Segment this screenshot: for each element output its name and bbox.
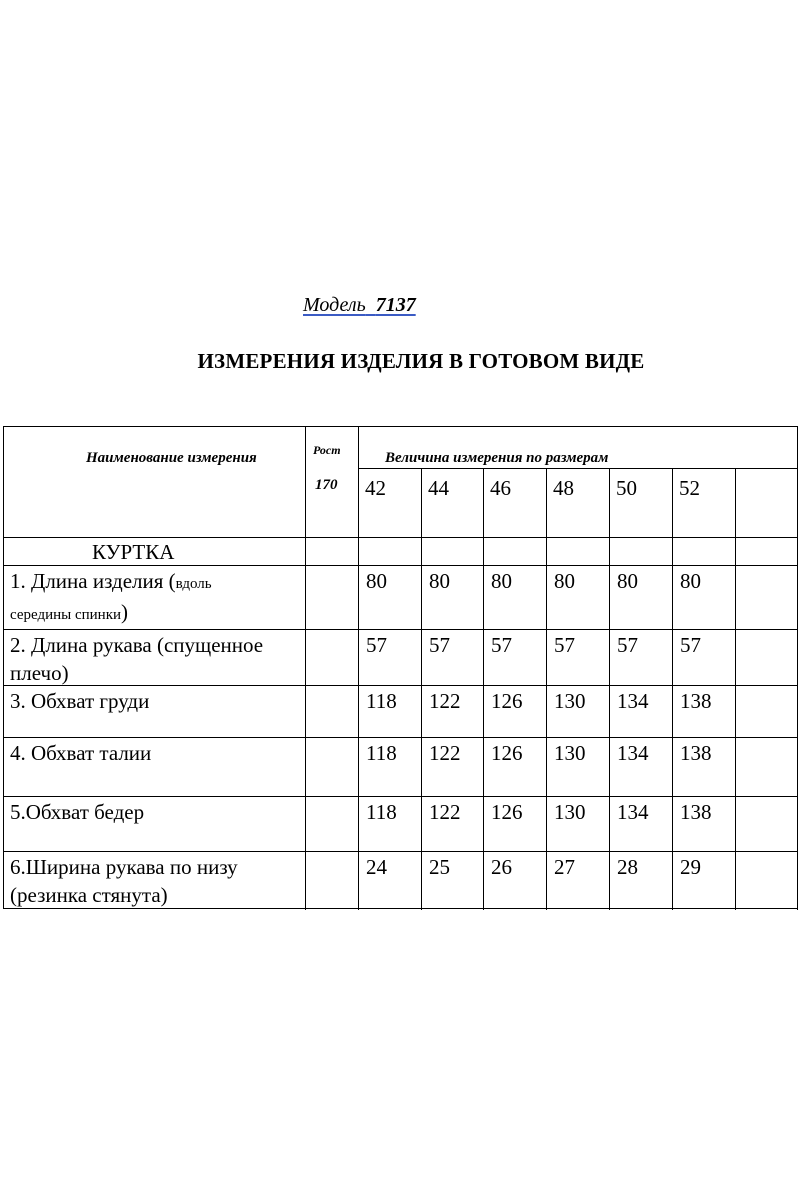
size-header-cell: 44 — [428, 476, 449, 500]
table-cell-value: 25 — [429, 855, 450, 879]
row-label — [10, 687, 149, 715]
table-cell-value: 24 — [366, 855, 387, 879]
row-label-line1: 2. Длина рукава (спущенное — [10, 633, 264, 657]
table-cell-value: 80 — [617, 569, 638, 593]
table-rule — [483, 468, 484, 910]
table-rule — [305, 426, 306, 910]
row-label — [10, 853, 238, 909]
row-label — [10, 739, 151, 767]
size-header-cell: 50 — [616, 476, 637, 500]
table-cell-value: 27 — [554, 855, 575, 879]
table-rule — [421, 468, 422, 910]
table-cell-value: 138 — [680, 741, 712, 765]
table-rule — [609, 468, 610, 910]
table-cell-value: 118 — [366, 689, 397, 713]
row-label — [10, 631, 263, 687]
table-cell-value: 80 — [366, 569, 387, 593]
row-label-note: вдоль — [175, 576, 212, 592]
table-cell-value: 57 — [429, 633, 450, 657]
table-cell-value: 126 — [491, 800, 523, 824]
table-rule — [3, 565, 797, 566]
table-cell-value: 80 — [429, 569, 450, 593]
table-cell-value: 138 — [680, 800, 712, 824]
table-rule — [797, 426, 798, 910]
table-cell-value: 134 — [617, 741, 649, 765]
table-cell-value: 57 — [617, 633, 638, 657]
table-cell-value: 118 — [366, 800, 397, 824]
model-label: Модель — [303, 294, 366, 316]
table-cell-value: 134 — [617, 800, 649, 824]
table-cell-value: 80 — [680, 569, 701, 593]
table-rule — [3, 537, 797, 538]
row-label-line2: плечо) — [10, 661, 69, 685]
table-cell-value: 80 — [491, 569, 512, 593]
size-header-cell: 46 — [490, 476, 511, 500]
row-label — [10, 567, 212, 629]
row-label-line1: 5.Обхват бедер — [10, 800, 145, 824]
table-rule — [3, 426, 797, 427]
table-cell-value: 126 — [491, 741, 523, 765]
table-cell-value: 122 — [429, 741, 461, 765]
row-label-note: середины спинки — [10, 607, 122, 623]
table-cell-value: 130 — [554, 800, 586, 824]
row-label-line1: 3. Обхват груди — [10, 689, 150, 713]
table-rule — [735, 468, 736, 910]
row-label-line2: (резинка стянута) — [10, 883, 168, 907]
table-rule — [3, 426, 4, 908]
table-cell-value: 126 — [491, 689, 523, 713]
table-cell-value: 130 — [554, 741, 586, 765]
table-cell-value: 29 — [680, 855, 701, 879]
table-rule — [358, 468, 798, 469]
table-cell-value: 130 — [554, 689, 586, 713]
size-header-cell: 48 — [553, 476, 574, 500]
header-sizes-label: Величина измерения по размерам — [385, 450, 609, 466]
table-cell-value: 57 — [680, 633, 701, 657]
table-cell-value: 118 — [366, 741, 397, 765]
size-header-cell: 52 — [679, 476, 700, 500]
table-rule — [546, 468, 547, 910]
table-rule — [3, 851, 797, 852]
row-label-line1: 1. Длина изделия ( — [10, 569, 176, 593]
table-cell-value: 138 — [680, 689, 712, 713]
table-rule — [358, 426, 359, 910]
header-height-label: Рост — [313, 443, 341, 457]
table-cell-value: 57 — [554, 633, 575, 657]
row-label — [10, 798, 144, 826]
row-label-line1: 4. Обхват талии — [10, 741, 152, 765]
table-cell-value: 57 — [366, 633, 387, 657]
row-label-tail: ) — [121, 600, 129, 624]
table-rule — [672, 468, 673, 910]
table-cell-value: 134 — [617, 689, 649, 713]
table-cell-value: 26 — [491, 855, 512, 879]
document-heading: ИЗМЕРЕНИЯ ИЗДЕЛИЯ В ГОТОВОМ ВИДЕ — [197, 349, 645, 373]
row-label-line1: 6.Ширина рукава по низу — [10, 855, 238, 879]
table-cell-value: 122 — [429, 689, 461, 713]
table-rule — [3, 737, 797, 738]
section-title: КУРТКА — [92, 540, 175, 564]
table-cell-value: 122 — [429, 800, 461, 824]
table-cell-value: 28 — [617, 855, 638, 879]
table-cell-value: 57 — [491, 633, 512, 657]
table-cell-value: 80 — [554, 569, 575, 593]
table-rule — [3, 629, 797, 630]
header-height-value: 170 — [315, 477, 338, 493]
size-header-cell: 42 — [365, 476, 386, 500]
model-number: 7137 — [375, 294, 416, 316]
header-measurement-name: Наименование измерения — [86, 450, 257, 466]
table-rule — [3, 796, 797, 797]
